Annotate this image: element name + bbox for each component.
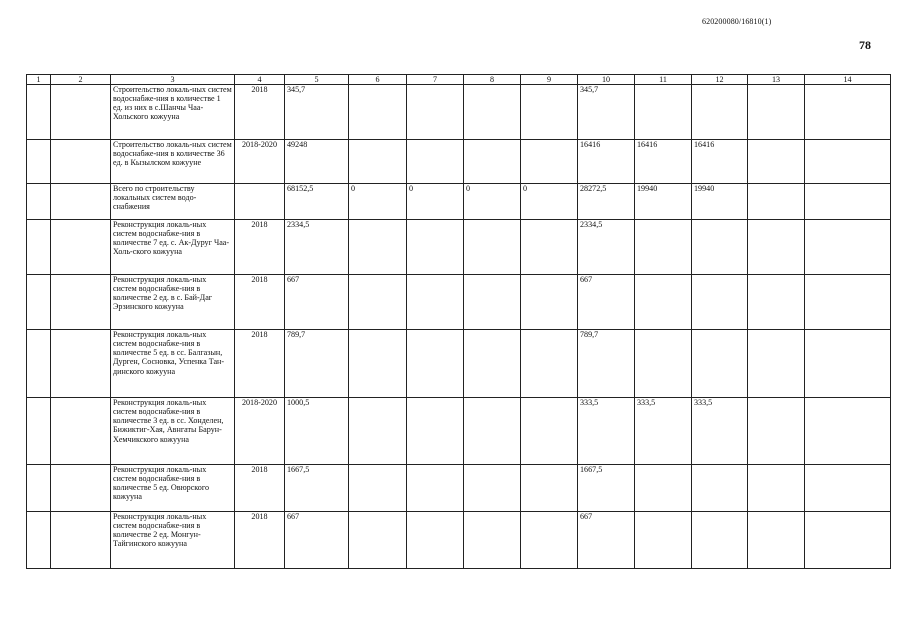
total-amount: 345,7 [285, 85, 349, 140]
amount-col6 [349, 398, 407, 465]
cell-col2 [51, 512, 111, 569]
amount-col8 [464, 220, 521, 275]
activity-description: Реконструкция локаль-ных систем водоснабже-ния в количестве 5 ед. в сс. Балгазын, Дурген, Сосновка, Успенка Тан-динского кожууна [111, 330, 235, 398]
table-row [27, 85, 891, 140]
cell-col2 [51, 398, 111, 465]
cell-col1 [27, 512, 51, 569]
cell-col1 [27, 398, 51, 465]
cell-col14 [805, 184, 891, 220]
amount-col11 [635, 330, 692, 398]
cell-col14 [805, 330, 891, 398]
col-header: 11 [635, 75, 692, 85]
amount-col8 [464, 330, 521, 398]
amount-col12 [692, 85, 748, 140]
col-header: 3 [111, 75, 235, 85]
amount-col7 [407, 140, 464, 184]
amount-col11 [635, 512, 692, 569]
amount-col7 [407, 398, 464, 465]
cell-col1 [27, 465, 51, 512]
amount-col8 [464, 512, 521, 569]
cell-col14 [805, 512, 891, 569]
cell-col1 [27, 85, 51, 140]
amount-col6 [349, 275, 407, 330]
amount-col7 [407, 465, 464, 512]
cell-col13 [748, 465, 805, 512]
amount-col9 [521, 220, 578, 275]
col-header: 12 [692, 75, 748, 85]
amount-col8 [464, 85, 521, 140]
amount-col12: 19940 [692, 184, 748, 220]
cell-col2 [51, 184, 111, 220]
cell-col14 [805, 85, 891, 140]
table-row [27, 465, 891, 512]
amount-col8 [464, 275, 521, 330]
year-cell: 2018-2020 [235, 398, 285, 465]
total-amount: 49248 [285, 140, 349, 184]
column-number-row [27, 75, 891, 85]
amount-col7 [407, 330, 464, 398]
year-cell: 2018 [235, 85, 285, 140]
cell-col1 [27, 220, 51, 275]
amount-col10: 667 [578, 512, 635, 569]
activity-description: Всего по строительству локальных систем водо-снабжения [111, 184, 235, 220]
amount-col7 [407, 220, 464, 275]
table-row [27, 184, 891, 220]
table-row [27, 220, 891, 275]
table-row [27, 140, 891, 184]
amount-col12 [692, 275, 748, 330]
amount-col9: 0 [521, 184, 578, 220]
col-header: 13 [748, 75, 805, 85]
amount-col11 [635, 220, 692, 275]
cell-col2 [51, 275, 111, 330]
total-amount: 68152,5 [285, 184, 349, 220]
amount-col12 [692, 465, 748, 512]
activity-description: Реконструкция локаль-ных систем водоснабже-ния в количестве 3 ед. в сс. Хонделен, Бижиктиг-Хая, Авнгаты Барун-Хемчикского кожууна [111, 398, 235, 465]
amount-col8 [464, 465, 521, 512]
amount-col9 [521, 140, 578, 184]
cell-col13 [748, 140, 805, 184]
cell-col1 [27, 140, 51, 184]
cell-col14 [805, 140, 891, 184]
year-cell [235, 184, 285, 220]
amount-col12 [692, 220, 748, 275]
document-code: 620200080/16810(1) [702, 17, 772, 26]
cell-col14 [805, 220, 891, 275]
activity-description: Реконструкция локаль-ных систем водоснабже-ния в количестве 7 ед. с. Ак-Дуруг Чаа-Холь-ского кожууна [111, 220, 235, 275]
amount-col9 [521, 85, 578, 140]
cell-col2 [51, 220, 111, 275]
cell-col13 [748, 184, 805, 220]
activity-description: Строительство локаль-ных систем водоснабже-ния в количестве 1 ед. из них в с.Шанчы Чаа-Хольского кожууна [111, 85, 235, 140]
amount-col12: 16416 [692, 140, 748, 184]
cell-col2 [51, 140, 111, 184]
year-cell: 2018 [235, 512, 285, 569]
amount-col11: 19940 [635, 184, 692, 220]
total-amount: 667 [285, 275, 349, 330]
cell-col13 [748, 398, 805, 465]
amount-col6 [349, 465, 407, 512]
year-cell: 2018 [235, 465, 285, 512]
activity-description: Строительство локаль-ных систем водоснабже-ния в количестве 36 ед. в Кызылском кожууне [111, 140, 235, 184]
cell-col1 [27, 330, 51, 398]
total-amount: 1667,5 [285, 465, 349, 512]
amount-col12: 333,5 [692, 398, 748, 465]
table-row [27, 330, 891, 398]
page-number: 78 [859, 38, 871, 52]
cell-col13 [748, 85, 805, 140]
cell-col14 [805, 275, 891, 330]
year-cell: 2018 [235, 330, 285, 398]
amount-col6 [349, 85, 407, 140]
amount-col8 [464, 140, 521, 184]
amount-col7 [407, 85, 464, 140]
amount-col9 [521, 465, 578, 512]
amount-col9 [521, 275, 578, 330]
amount-col6 [349, 140, 407, 184]
amount-col8: 0 [464, 184, 521, 220]
amount-col6 [349, 512, 407, 569]
amount-col10: 789,7 [578, 330, 635, 398]
cell-col13 [748, 275, 805, 330]
amount-col11 [635, 275, 692, 330]
cell-col13 [748, 220, 805, 275]
activity-description: Реконструкция локаль-ных систем водоснабже-ния в количестве 2 ед. в с. Бай-Даг Эрзинского кожууна [111, 275, 235, 330]
col-header: 4 [235, 75, 285, 85]
activity-description: Реконструкция локаль-ных систем водоснабже-ния в количестве 5 ед. Овюрского кожууна [111, 465, 235, 512]
col-header: 14 [805, 75, 891, 85]
year-cell: 2018 [235, 220, 285, 275]
amount-col7: 0 [407, 184, 464, 220]
amount-col9 [521, 330, 578, 398]
amount-col10: 333,5 [578, 398, 635, 465]
col-header: 1 [27, 75, 51, 85]
col-header: 5 [285, 75, 349, 85]
amount-col6 [349, 330, 407, 398]
year-cell: 2018 [235, 275, 285, 330]
amount-col12 [692, 330, 748, 398]
amount-col10: 28272,5 [578, 184, 635, 220]
col-header: 8 [464, 75, 521, 85]
total-amount: 789,7 [285, 330, 349, 398]
cell-col1 [27, 184, 51, 220]
amount-col11 [635, 465, 692, 512]
total-amount: 1000,5 [285, 398, 349, 465]
amount-col11: 16416 [635, 140, 692, 184]
cell-col2 [51, 85, 111, 140]
table-row [27, 512, 891, 569]
cell-col1 [27, 275, 51, 330]
amount-col9 [521, 398, 578, 465]
amount-col11: 333,5 [635, 398, 692, 465]
table-row [27, 275, 891, 330]
amount-col10: 2334,5 [578, 220, 635, 275]
cell-col14 [805, 465, 891, 512]
col-header: 10 [578, 75, 635, 85]
cell-col13 [748, 330, 805, 398]
amount-col6: 0 [349, 184, 407, 220]
col-header: 9 [521, 75, 578, 85]
amount-col10: 1667,5 [578, 465, 635, 512]
table-row [27, 398, 891, 465]
col-header: 7 [407, 75, 464, 85]
amount-col10: 345,7 [578, 85, 635, 140]
col-header: 2 [51, 75, 111, 85]
amount-col8 [464, 398, 521, 465]
amount-col9 [521, 512, 578, 569]
total-amount: 667 [285, 512, 349, 569]
cell-col13 [748, 512, 805, 569]
cell-col2 [51, 465, 111, 512]
cell-col2 [51, 330, 111, 398]
col-header: 6 [349, 75, 407, 85]
amount-col7 [407, 512, 464, 569]
total-amount: 2334,5 [285, 220, 349, 275]
amount-col7 [407, 275, 464, 330]
cell-col14 [805, 398, 891, 465]
activity-description: Реконструкция локаль-ных систем водоснабже-ния в количестве 2 ед. Монгун-Тайгинского кожууна [111, 512, 235, 569]
amount-col12 [692, 512, 748, 569]
amount-col10: 667 [578, 275, 635, 330]
amount-col6 [349, 220, 407, 275]
year-cell: 2018-2020 [235, 140, 285, 184]
amount-col10: 16416 [578, 140, 635, 184]
amount-col11 [635, 85, 692, 140]
data-table [26, 74, 891, 569]
